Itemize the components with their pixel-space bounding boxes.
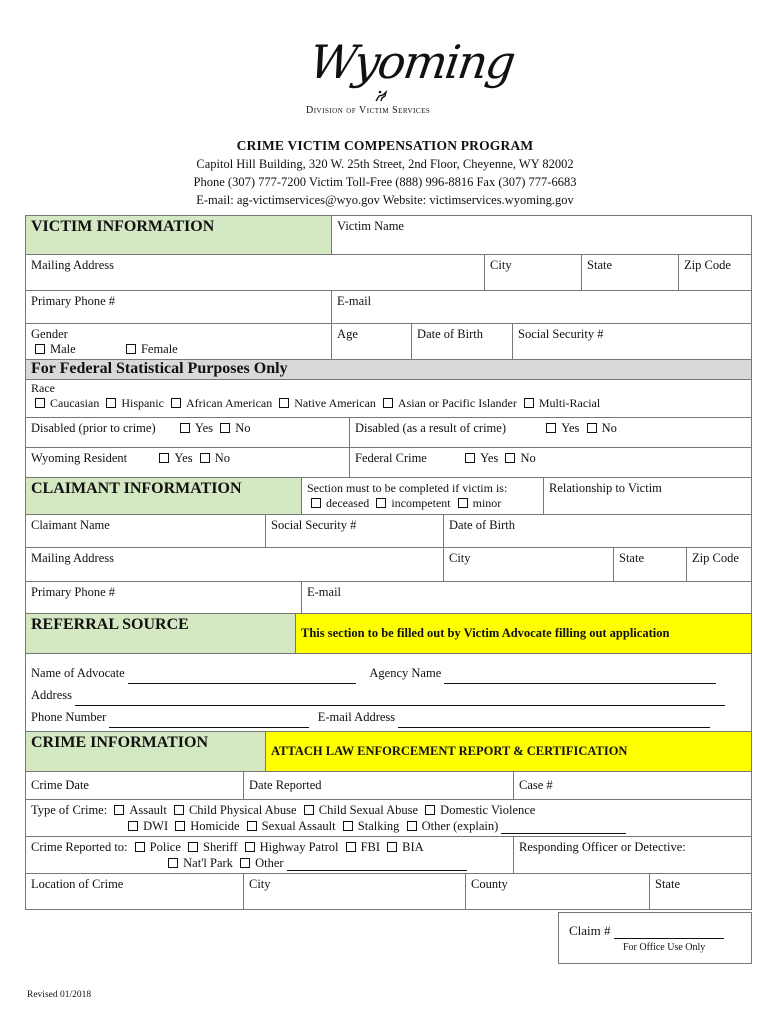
victim-state-field[interactable] (582, 255, 679, 291)
federal-no-checkbox[interactable] (505, 453, 515, 463)
crime-note: ATTACH LAW ENFORCEMENT REPORT & CERTIFICATION (266, 732, 752, 772)
claimant-note (302, 478, 544, 515)
no-label: No (214, 451, 230, 465)
phone-label: Phone Number (31, 710, 107, 724)
label: Date of Birth (417, 327, 484, 341)
crime-type: Assault (129, 803, 167, 817)
label: Responding Officer or Detective: (519, 840, 686, 854)
label: E-mail (337, 294, 372, 308)
yes-label: Yes (174, 451, 193, 465)
type-label: Type of Crime: (31, 803, 108, 817)
email-input[interactable] (398, 715, 710, 728)
reported-to-label: Crime Reported to: (31, 840, 128, 854)
child-sexual-checkbox[interactable] (304, 805, 314, 815)
claimant-heading: CLAIMANT INFORMATION (26, 478, 302, 515)
label: Social Security # (271, 518, 357, 532)
victim-section (25, 215, 752, 361)
sexual-assault-checkbox[interactable] (247, 821, 257, 831)
disabled-result-field (350, 418, 752, 448)
disabled-prior-field (26, 418, 350, 448)
label: E-mail (307, 585, 342, 599)
agency-option: Sheriff (203, 840, 238, 854)
crime-heading: CRIME INFORMATION (26, 732, 266, 772)
crime-type: Other (explain) (421, 819, 499, 833)
reported-to-field (26, 837, 514, 874)
logo-subtitle: Division of Victim Services (306, 105, 431, 116)
claimant-section (25, 477, 752, 615)
ssn-field[interactable] (513, 324, 752, 361)
hispanic-checkbox[interactable] (106, 398, 116, 408)
multi-racial-checkbox[interactable] (524, 398, 534, 408)
minor-label: minor (472, 496, 502, 510)
revision-date: Revised 01/2018 (27, 990, 92, 1000)
fbi-checkbox[interactable] (346, 842, 356, 852)
bia-checkbox[interactable] (387, 842, 397, 852)
label: Federal Crime (355, 451, 427, 465)
female-checkbox[interactable] (126, 344, 136, 354)
label: State (655, 877, 680, 891)
sheriff-checkbox[interactable] (188, 842, 198, 852)
deceased-checkbox[interactable] (311, 498, 321, 508)
office-use-label: For Office Use Only (623, 942, 706, 953)
race-option: African American (185, 396, 273, 410)
label: Zip Code (692, 551, 739, 565)
victim-zip-field[interactable] (679, 255, 752, 291)
agency-option: Police (149, 840, 181, 854)
natl-park-checkbox[interactable] (168, 858, 178, 868)
race-option: Multi-Racial (538, 396, 601, 410)
officer-field[interactable] (514, 837, 752, 874)
contact-line: E-mail: ag-victimservices@wyo.gov Website: victimservices.wyoming.gov (196, 193, 574, 207)
label: Case # (519, 778, 553, 792)
referral-fields (26, 654, 752, 732)
male-label: Male (50, 342, 76, 356)
race-field (26, 380, 752, 418)
disabled-prior-yes-checkbox[interactable] (180, 423, 190, 433)
incompetent-label: incompetent (391, 496, 451, 510)
disabled-prior-no-checkbox[interactable] (220, 423, 230, 433)
victim-phone-field[interactable] (26, 291, 332, 324)
crime-type: Child Physical Abuse (188, 803, 297, 817)
claimant-email-field[interactable] (302, 582, 752, 615)
crime-type: Homicide (190, 819, 240, 833)
claimant-zip-field[interactable] (687, 548, 752, 582)
claimant-ssn-field[interactable] (266, 515, 444, 548)
other-agency-checkbox[interactable] (240, 858, 250, 868)
agency-option: Highway Patrol (259, 840, 339, 854)
police-checkbox[interactable] (135, 842, 145, 852)
label: City (249, 877, 271, 891)
race-option: Caucasian (50, 396, 100, 410)
resident-no-checkbox[interactable] (200, 453, 210, 463)
no-label: No (601, 421, 617, 435)
gender-field (26, 324, 332, 361)
wyoming-logo (290, 25, 518, 125)
agency-option: FBI (360, 840, 381, 854)
agency-input[interactable] (444, 671, 716, 684)
label: Primary Phone # (31, 294, 116, 308)
no-label: No (520, 451, 536, 465)
label: City (449, 551, 471, 565)
claimant-condition: Section must to be completed if victim is: (307, 481, 508, 495)
native-american-checkbox[interactable] (279, 398, 289, 408)
label: Primary Phone # (31, 585, 116, 599)
asian-pacific-checkbox[interactable] (383, 398, 393, 408)
agency-label: Agency Name (369, 666, 442, 680)
incompetent-checkbox[interactable] (376, 498, 386, 508)
label: State (619, 551, 644, 565)
highway-patrol-checkbox[interactable] (245, 842, 255, 852)
homicide-checkbox[interactable] (175, 821, 185, 831)
address-label: Address (31, 688, 72, 702)
no-label: No (235, 421, 251, 435)
claimant-mailing-field[interactable] (26, 548, 444, 582)
location-field[interactable] (26, 874, 244, 910)
crime-state-field[interactable] (650, 874, 752, 910)
agency-option: Nat'l Park (183, 856, 233, 870)
agency-option: BIA (402, 840, 424, 854)
label: Zip Code (684, 258, 731, 272)
yes-label: Yes (194, 421, 214, 435)
crime-type: Child Sexual Abuse (318, 803, 419, 817)
case-field[interactable] (514, 772, 752, 800)
other-explain-input[interactable] (501, 821, 626, 834)
label: Disabled (as a result of crime) (355, 421, 506, 435)
label: Location of Crime (31, 877, 124, 891)
other-agency-input[interactable] (287, 858, 467, 871)
african-american-checkbox[interactable] (171, 398, 181, 408)
label: Victim Name (337, 219, 404, 233)
dob-field[interactable] (412, 324, 513, 361)
label: Gender (31, 327, 68, 341)
agency-option: Other (255, 856, 284, 870)
bucking-horse-icon (374, 89, 388, 103)
label: Mailing Address (31, 258, 114, 272)
phone-input[interactable] (109, 715, 309, 728)
federal-yes-checkbox[interactable] (465, 453, 475, 463)
label: Claimant Name (31, 518, 110, 532)
claimant-state-field[interactable] (614, 548, 687, 582)
race-option: Asian or Pacific Islander (397, 396, 517, 410)
label: Wyoming Resident (31, 451, 128, 465)
email-label: E-mail Address (317, 710, 396, 724)
crime-type: Stalking (357, 819, 400, 833)
label: Crime Date (31, 778, 89, 792)
county-field[interactable] (466, 874, 650, 910)
other-checkbox[interactable] (407, 821, 417, 831)
crime-type-field (26, 800, 752, 837)
caucasian-checkbox[interactable] (35, 398, 45, 408)
label: County (471, 877, 508, 891)
claimant-name-field[interactable] (26, 515, 266, 548)
claimant-dob-field[interactable] (444, 515, 752, 548)
referral-heading: REFERRAL SOURCE (26, 614, 296, 654)
deceased-label: deceased (326, 496, 370, 510)
address-line: Capitol Hill Building, 320 W. 25th Street, 2nd Floor, Cheyenne, WY 82002 (196, 157, 574, 171)
wy-resident-field (26, 448, 350, 478)
victim-email-field[interactable] (332, 291, 752, 324)
crime-type: Domestic Violence (440, 803, 536, 817)
program-title: CRIME VICTIM COMPENSATION PROGRAM (236, 138, 534, 153)
crime-date-field[interactable] (26, 772, 244, 800)
label: City (490, 258, 512, 272)
relationship-field[interactable] (544, 478, 752, 515)
male-checkbox[interactable] (35, 344, 45, 354)
address-input[interactable] (75, 693, 725, 706)
label: Mailing Address (31, 551, 114, 565)
victim-heading: VICTIM INFORMATION (26, 216, 332, 255)
crime-city-field[interactable] (244, 874, 466, 910)
date-reported-field[interactable] (244, 772, 514, 800)
logo-wordmark: Wyoming (306, 35, 518, 89)
referral-note: This section to be filled out by Victim Advocate filling out application (296, 614, 752, 654)
female-label: Female (140, 342, 178, 356)
office-use-box (558, 912, 752, 964)
victim-name-field[interactable] (332, 216, 752, 255)
federal-crime-field (350, 448, 752, 478)
assault-checkbox[interactable] (114, 805, 124, 815)
crime-section (25, 731, 752, 910)
race-option: Hispanic (121, 396, 164, 410)
phone-line: Phone (307) 777-7200 Victim Toll-Free (888) 996-8816 Fax (307) 777-6683 (193, 175, 577, 189)
resident-yes-checkbox[interactable] (159, 453, 169, 463)
label: Age (337, 327, 358, 341)
advocate-label: Name of Advocate (31, 666, 125, 680)
advocate-input[interactable] (128, 671, 356, 684)
stalking-checkbox[interactable] (343, 821, 353, 831)
claim-label: Claim # (569, 923, 611, 938)
label: Date of Birth (449, 518, 515, 532)
disabled-result-no-checkbox[interactable] (587, 423, 597, 433)
yes-label: Yes (480, 451, 499, 465)
referral-section (25, 613, 752, 732)
race-option: Native American (294, 396, 376, 410)
domestic-violence-checkbox[interactable] (425, 805, 435, 815)
crime-type: DWI (143, 819, 169, 833)
label: State (587, 258, 613, 272)
federal-section (25, 359, 752, 478)
yes-label: Yes (561, 421, 580, 435)
crime-type: Sexual Assault (261, 819, 336, 833)
label: Disabled (prior to crime) (31, 421, 156, 435)
label: Social Security # (518, 327, 604, 341)
age-field[interactable] (332, 324, 412, 361)
victim-city-field[interactable] (485, 255, 582, 291)
label: Date Reported (249, 778, 322, 792)
claimant-city-field[interactable] (444, 548, 614, 582)
label: Relationship to Victim (549, 481, 662, 495)
federal-heading: For Federal Statistical Purposes Only (26, 360, 752, 380)
minor-checkbox[interactable] (458, 498, 468, 508)
dwi-checkbox[interactable] (128, 821, 138, 831)
label: Race (31, 381, 55, 395)
claim-input[interactable] (614, 926, 724, 939)
child-physical-checkbox[interactable] (174, 805, 184, 815)
claimant-phone-field[interactable] (26, 582, 302, 615)
disabled-result-yes-checkbox[interactable] (546, 423, 556, 433)
victim-mailing-field[interactable] (26, 255, 485, 291)
